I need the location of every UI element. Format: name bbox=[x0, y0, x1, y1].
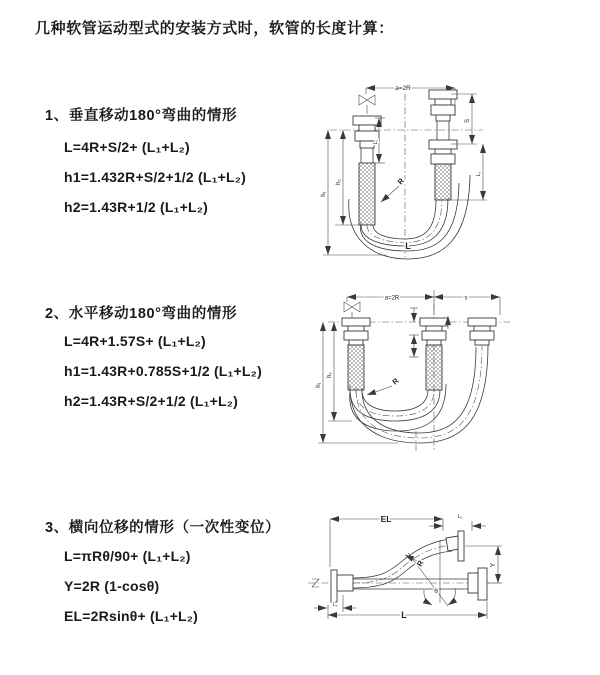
dim-label-s: s bbox=[464, 295, 468, 302]
dim-label-h2: h₂ bbox=[327, 372, 333, 378]
hose-straight-position bbox=[353, 568, 487, 600]
dim-label-a2r: a=2R bbox=[395, 85, 411, 92]
right-flange-plate bbox=[478, 568, 487, 600]
length-label-l: L bbox=[401, 610, 407, 620]
section-3-formula-Y: Y=2R (1-cosθ) bbox=[64, 578, 160, 594]
section-2-formula-L: L=4R+1.57S+ (L₁+L₂) bbox=[64, 333, 206, 349]
section-1-formula-h2: h2=1.43R+1/2 (L₁+L₂) bbox=[64, 199, 209, 215]
dim-label-l1: L₁ bbox=[373, 139, 379, 145]
section-1-formula-L: L=4R+S/2+ (L₁+L₂) bbox=[64, 139, 190, 155]
left-flange bbox=[331, 570, 353, 602]
dim-label-h1: h₁ bbox=[316, 382, 322, 388]
dim-label-s: S bbox=[465, 118, 471, 124]
dim-label-h2: h₂ bbox=[336, 179, 342, 185]
dimension-h2 bbox=[335, 130, 359, 225]
diagram-lateral-displacement bbox=[300, 505, 570, 645]
dim-label-el: EL bbox=[380, 514, 392, 524]
dim-label-l2: L₂ bbox=[476, 171, 482, 177]
dimension-a2r-s bbox=[347, 296, 500, 316]
section-3-formula-L: L=πRθ/90+ (L₁+L₂) bbox=[64, 548, 191, 564]
dim-label-r: R bbox=[414, 558, 426, 568]
upper-hub bbox=[446, 536, 459, 551]
section-3-heading: 3、横向位移的情形（一次性变位） bbox=[45, 520, 281, 536]
valve-icon bbox=[359, 95, 375, 114]
hose-u-bend-narrow bbox=[350, 384, 446, 431]
section-3-formula-EL: EL=2Rsinθ+ (L₁+L₂) bbox=[64, 608, 199, 624]
angle-label-theta: θ bbox=[434, 588, 438, 595]
dimension-l bbox=[328, 601, 487, 620]
diagram-vertical-movement-180-bend bbox=[315, 72, 585, 262]
upper-flange-plate bbox=[458, 531, 464, 561]
section-1-formula-h1: h1=1.432R+S/2+1/2 (L₁+L₂) bbox=[64, 169, 246, 185]
dim-label-r: R bbox=[395, 176, 407, 187]
right-hub bbox=[468, 573, 478, 593]
hose-s-curve bbox=[353, 531, 464, 588]
left-hose-fitting bbox=[353, 116, 381, 225]
right-hose-fitting bbox=[429, 90, 457, 200]
left-hose-fitting bbox=[342, 318, 370, 390]
dim-label-l1: L₁ bbox=[332, 602, 338, 608]
dimension-el bbox=[330, 514, 443, 567]
diagram-horizontal-movement-180-bend bbox=[310, 285, 525, 465]
radius-callout bbox=[367, 376, 401, 395]
length-label-l: L bbox=[405, 241, 411, 251]
section-1-heading: 1、垂直移动180°弯曲的情形 bbox=[45, 108, 238, 124]
dim-label-a2r: a=2R bbox=[384, 295, 400, 302]
page-title: 几种软管运动型式的安装方式时，软管的长度计算： bbox=[35, 20, 394, 37]
dim-label-h1: h₁ bbox=[321, 191, 327, 197]
radius-callout bbox=[381, 176, 406, 202]
dimension-h1 bbox=[321, 130, 387, 255]
section-2-formula-h2: h2=1.43R+S/2+1/2 (L₁+L₂) bbox=[64, 393, 239, 409]
section-2-heading: 2、水平移动180°弯曲的情形 bbox=[45, 306, 238, 322]
section-2-formula-h1: h1=1.43R+0.785S+1/2 (L₁+L₂) bbox=[64, 363, 262, 379]
dim-label-r: R bbox=[390, 376, 401, 387]
dim-label-y: Y bbox=[490, 562, 497, 568]
middle-hose-fitting bbox=[420, 318, 448, 390]
right-hose-fitting-moved-position bbox=[468, 318, 496, 345]
valve-icon bbox=[344, 302, 360, 318]
dim-label-l2: L₂ bbox=[457, 514, 463, 520]
dimension-l2 bbox=[429, 514, 486, 531]
